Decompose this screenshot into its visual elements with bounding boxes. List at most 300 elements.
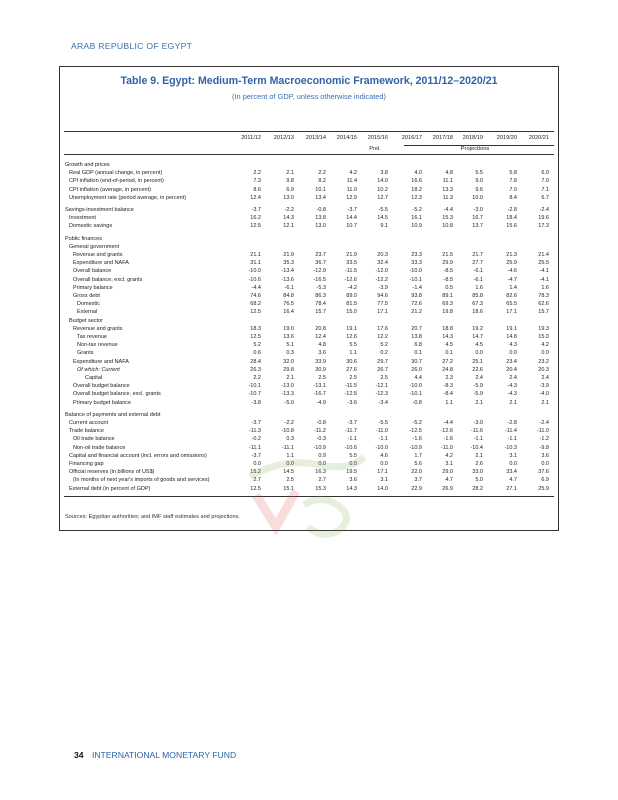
row-value: 5.1 <box>286 342 294 349</box>
column-header: 2017/18 <box>432 135 453 141</box>
row-value: 4.5 <box>475 342 483 349</box>
row-value: 2.1 <box>286 170 294 177</box>
row-value: 18.3 <box>250 325 261 332</box>
row-value: -1.4 <box>412 284 422 291</box>
row-value: -4.3 <box>507 383 517 390</box>
row-value: 19.8 <box>442 309 453 316</box>
row-value: 9.8 <box>286 178 294 185</box>
row-value: 21.4 <box>538 252 549 258</box>
row-value: 27.1 <box>506 485 517 492</box>
row-value: 30.6 <box>346 358 357 365</box>
row-value: -12.9 <box>313 268 326 275</box>
table-row <box>60 468 558 476</box>
row-value: 78.4 <box>315 301 326 308</box>
row-value: -10.9 <box>313 444 326 451</box>
row-value: 0.0 <box>380 461 388 467</box>
row-value: 5.6 <box>414 461 422 467</box>
row-label: Overall balance, excl. grants <box>73 276 143 283</box>
row-label: Primary budget balance <box>73 399 132 406</box>
row-value: 8.2 <box>318 178 326 185</box>
row-value: 4.4 <box>414 375 422 381</box>
row-value: 32.4 <box>377 260 388 267</box>
row-label: Budget sector <box>69 317 103 324</box>
row-value: 2.1 <box>286 375 294 381</box>
row-label: Primary balance <box>73 284 113 291</box>
row-value: -3.9 <box>378 284 388 291</box>
row-value: 7.1 <box>541 186 549 193</box>
row-value: -1.1 <box>507 436 517 443</box>
row-value: 2.1 <box>541 399 549 406</box>
row-value: 19.5 <box>346 469 357 476</box>
row-value: 13.4 <box>315 194 326 201</box>
row-value: -12.6 <box>344 276 357 283</box>
projections-rule <box>404 145 554 146</box>
row-value: 82.6 <box>506 293 517 299</box>
row-value: 30.7 <box>411 358 422 365</box>
row-label: Investment <box>69 215 96 222</box>
row-label: Unemployment rate (period average, in percent) <box>69 194 187 201</box>
row-value: -12.0 <box>375 268 388 275</box>
row-value: 20.3 <box>538 366 549 373</box>
row-value: -4.4 <box>251 284 261 291</box>
column-header: 2013/14 <box>305 135 326 141</box>
row-value: 0.1 <box>414 350 422 357</box>
row-value: -10.0 <box>375 444 388 451</box>
row-value: 28.2 <box>472 485 483 492</box>
table-row <box>60 276 558 284</box>
row-label: (In months of next year's imports of goods and services) <box>73 477 210 484</box>
table-row <box>60 435 558 443</box>
row-label: Financing gap <box>69 461 104 467</box>
table-row <box>60 186 558 194</box>
row-value: 7.0 <box>509 186 517 193</box>
table-row <box>60 444 558 452</box>
row-value: -4.4 <box>443 420 453 426</box>
row-value: -2.4 <box>539 207 549 213</box>
row-value: 1.7 <box>414 452 422 459</box>
row-value: 16.2 <box>250 215 261 222</box>
row-value: -3.7 <box>347 420 357 426</box>
row-value: 10.7 <box>346 223 357 230</box>
row-label: Domestic <box>77 301 100 308</box>
row-value: 0.1 <box>445 350 453 357</box>
row-value: 0.0 <box>541 350 549 357</box>
row-value: 22.6 <box>472 366 483 373</box>
row-value: -10.0 <box>248 268 261 275</box>
row-value: 2.7 <box>318 477 326 484</box>
row-value: 30.9 <box>315 366 326 373</box>
row-value: 2.4 <box>475 375 483 381</box>
row-value: 14.0 <box>377 178 388 185</box>
row-value: 5.2 <box>253 342 261 349</box>
row-value: 72.6 <box>411 301 422 308</box>
row-value: 33.0 <box>472 469 483 476</box>
row-value: -12.5 <box>344 391 357 398</box>
projections-label: Projections <box>460 146 490 152</box>
row-value: 69.3 <box>442 301 453 308</box>
row-value: 16.3 <box>315 469 326 476</box>
row-value: 22.9 <box>411 485 422 492</box>
row-value: -11.5 <box>344 268 357 275</box>
row-value: 10.8 <box>442 223 453 230</box>
row-value: 1.4 <box>509 284 517 291</box>
table-row <box>60 243 558 251</box>
row-value: 15.7 <box>538 309 549 316</box>
column-header: 2014/15 <box>336 135 357 141</box>
row-value: 0.0 <box>253 461 261 467</box>
row-value: 5.0 <box>475 477 483 484</box>
row-value: 14.3 <box>442 334 453 340</box>
row-value: 15.1 <box>283 485 294 492</box>
row-value: -10.8 <box>281 428 294 435</box>
row-value: 20.4 <box>506 366 517 373</box>
row-value: 16.4 <box>283 309 294 316</box>
row-value: 29.9 <box>442 260 453 267</box>
row-label: External debt (in percent of GDP) <box>69 485 151 492</box>
row-value: -13.0 <box>281 383 294 390</box>
row-value: -10.1 <box>248 383 261 390</box>
row-value: 29.0 <box>442 469 453 476</box>
row-value: -11.5 <box>344 383 357 390</box>
table-row <box>60 235 558 243</box>
row-value: 2.1 <box>475 399 483 406</box>
row-value: -11.6 <box>470 428 483 435</box>
row-value: -3.4 <box>378 399 388 406</box>
row-value: 26.7 <box>377 366 388 373</box>
row-value: -8.3 <box>443 383 453 390</box>
row-value: -5.2 <box>412 207 422 213</box>
row-value: 3.1 <box>380 477 388 484</box>
row-value: 85.8 <box>472 293 483 299</box>
row-label: CPI inflation (average, in percent) <box>69 186 151 193</box>
row-value: -10.1 <box>409 391 422 398</box>
row-value: 21.2 <box>411 309 422 316</box>
row-value: 2.4 <box>541 375 549 381</box>
column-header: 2016/17 <box>401 135 422 141</box>
row-label: Oil trade balance <box>73 436 115 443</box>
row-value: 16.1 <box>411 215 422 222</box>
row-value: 0.0 <box>509 350 517 357</box>
row-value: 7.0 <box>541 178 549 185</box>
table-bottom-rule <box>64 496 554 497</box>
row-label: Capital and financial account (incl. errors and omissions) <box>69 452 207 459</box>
row-value: -12.2 <box>375 276 388 283</box>
row-value: -6.1 <box>473 268 483 275</box>
row-value: 13.7 <box>472 223 483 230</box>
row-label: Non-tax revenue <box>77 342 118 349</box>
row-value: 18.8 <box>442 325 453 332</box>
row-value: 27.7 <box>472 260 483 267</box>
row-value: 32.0 <box>283 358 294 365</box>
row-value: -3.0 <box>473 207 483 213</box>
row-value: 21.5 <box>442 252 453 258</box>
row-value: -3.7 <box>251 207 261 213</box>
row-value: 35.3 <box>283 260 294 267</box>
table-row <box>60 460 558 468</box>
row-label: Domestic savings <box>69 223 113 230</box>
row-value: 10.1 <box>315 186 326 193</box>
row-value: -3.8 <box>251 399 261 406</box>
row-value: -0.8 <box>316 207 326 213</box>
table-row <box>60 358 558 366</box>
row-value: -4.9 <box>316 399 326 406</box>
row-value: 0.3 <box>286 350 294 357</box>
row-value: -10.3 <box>504 444 517 451</box>
row-value: -5.3 <box>316 284 326 291</box>
row-value: 5.8 <box>509 170 517 177</box>
row-value: 2.5 <box>318 375 326 381</box>
row-value: 25.1 <box>472 358 483 365</box>
row-value: 3.1 <box>445 461 453 467</box>
row-value: 23.7 <box>315 252 326 258</box>
row-value: -10.6 <box>344 444 357 451</box>
row-value: 31.1 <box>250 260 261 267</box>
row-label: Overall balance <box>73 268 112 275</box>
row-value: 21.7 <box>472 252 483 258</box>
table-row <box>60 284 558 292</box>
row-label: Balance of payments and external debt <box>65 411 161 418</box>
row-value: 12.4 <box>315 334 326 340</box>
row-value: -3.7 <box>251 420 261 426</box>
row-value: 67.3 <box>472 301 483 308</box>
table-row <box>60 251 558 259</box>
row-value: -1.1 <box>473 436 483 443</box>
row-value: 94.6 <box>377 293 388 299</box>
row-label: Overall budget balance, excl. grants <box>73 391 161 398</box>
row-value: -1.1 <box>347 436 357 443</box>
row-label: Non-oil trade balance <box>73 444 126 451</box>
row-label: Expenditure and NAFA <box>73 260 129 267</box>
row-value: 15.7 <box>315 309 326 316</box>
row-value: 19.0 <box>283 325 294 332</box>
row-value: 23.4 <box>506 358 517 365</box>
row-value: 13.8 <box>411 334 422 340</box>
row-value: 12.5 <box>250 309 261 316</box>
row-value: 23.3 <box>411 252 422 258</box>
row-value: 10.9 <box>411 223 422 230</box>
row-value: 4.6 <box>380 452 388 459</box>
row-value: 33.5 <box>346 260 357 267</box>
row-label: Tax revenue <box>77 334 107 340</box>
row-value: -8.4 <box>443 391 453 398</box>
table-row <box>60 267 558 275</box>
row-value: 3.6 <box>318 350 326 357</box>
row-value: 4.5 <box>445 342 453 349</box>
row-value: 4.8 <box>318 342 326 349</box>
row-value: 13.0 <box>315 223 326 230</box>
table-row <box>60 485 558 493</box>
row-value: 13.3 <box>442 186 453 193</box>
table-row <box>60 325 558 333</box>
row-label: Gross debt <box>73 293 100 299</box>
row-value: 5.5 <box>475 170 483 177</box>
row-value: -4.7 <box>507 276 517 283</box>
row-value: 0.0 <box>349 461 357 467</box>
row-value: 12.2 <box>377 334 388 340</box>
table-row <box>60 349 558 357</box>
table-row <box>60 374 558 382</box>
table-row <box>60 308 558 316</box>
row-value: -11.0 <box>440 444 453 451</box>
row-value: 13.8 <box>315 215 326 222</box>
row-value: 9.1 <box>380 223 388 230</box>
row-value: -4.1 <box>539 276 549 283</box>
row-value: 28.4 <box>250 358 261 365</box>
row-value: 21.9 <box>346 252 357 258</box>
row-value: 16.7 <box>472 215 483 222</box>
row-label: Revenue and grants <box>73 252 123 258</box>
row-value: 3.1 <box>509 452 517 459</box>
row-value: 77.5 <box>377 301 388 308</box>
row-value: 29.8 <box>283 366 294 373</box>
row-value: 4.8 <box>445 170 453 177</box>
row-value: 15.0 <box>346 309 357 316</box>
row-value: 3.7 <box>414 477 422 484</box>
sources-note: Sources: Egyptian authorities; and IMF staff estimates and projections. <box>65 514 240 520</box>
row-value: -11.3 <box>248 428 261 435</box>
row-value: 24.8 <box>442 366 453 373</box>
table-row <box>60 366 558 374</box>
row-value: -2.8 <box>507 207 517 213</box>
row-value: 16.6 <box>411 178 422 185</box>
row-label: Of which: Current <box>77 366 120 373</box>
row-value: 2.2 <box>253 170 261 177</box>
row-value: -10.4 <box>470 444 483 451</box>
row-value: -16.5 <box>313 276 326 283</box>
row-value: -12.1 <box>375 383 388 390</box>
row-value: 0.6 <box>253 350 261 357</box>
row-value: 81.5 <box>346 301 357 308</box>
row-value: 93.8 <box>411 293 422 299</box>
row-label: Public finances <box>65 235 102 242</box>
row-value: 2.1 <box>475 452 483 459</box>
row-value: 2.5 <box>380 375 388 381</box>
row-label: External <box>77 309 98 316</box>
row-value: -2.4 <box>539 420 549 426</box>
row-value: 5.5 <box>349 452 357 459</box>
row-value: 25.5 <box>538 260 549 267</box>
row-value: -13.4 <box>281 268 294 275</box>
row-value: -11.7 <box>344 428 357 435</box>
table-row <box>60 399 558 407</box>
row-value: 17.1 <box>377 309 388 316</box>
row-value: 1.1 <box>286 452 294 459</box>
row-value: -1.6 <box>412 436 422 443</box>
row-label: CPI inflation (end-of-period, in percent) <box>69 178 164 185</box>
row-value: -11.1 <box>248 444 261 451</box>
table-row <box>60 194 558 202</box>
row-value: -11.0 <box>375 428 388 435</box>
row-value: 84.8 <box>283 293 294 299</box>
row-value: 14.5 <box>377 215 388 222</box>
row-value: 27.6 <box>346 366 357 373</box>
row-value: 21.1 <box>250 252 261 258</box>
row-value: 89.0 <box>346 293 357 299</box>
row-value: -10.9 <box>409 444 422 451</box>
row-value: 18.2 <box>411 186 422 193</box>
row-value: -2.8 <box>507 420 517 426</box>
table-row <box>60 452 558 460</box>
row-value: -4.0 <box>539 391 549 398</box>
row-value: -4.3 <box>507 391 517 398</box>
row-value: 11.4 <box>346 178 357 185</box>
row-value: -4.2 <box>347 284 357 291</box>
row-value: -3.9 <box>539 383 549 390</box>
row-value: 4.2 <box>445 452 453 459</box>
row-value: 18.4 <box>506 215 517 222</box>
row-value: 2.2 <box>253 375 261 381</box>
row-value: 7.3 <box>253 178 261 185</box>
footer-org: INTERNATIONAL MONETARY FUND <box>91 750 237 760</box>
row-value: -5.9 <box>473 391 483 398</box>
row-value: -0.2 <box>251 436 261 443</box>
row-value: 14.5 <box>283 469 294 476</box>
row-value: -1.2 <box>539 436 549 443</box>
row-value: -3.0 <box>473 420 483 426</box>
row-value: -11.4 <box>504 428 517 435</box>
page-number: 34 <box>74 750 84 760</box>
row-value: 17.3 <box>538 223 549 230</box>
row-value: -5.2 <box>412 420 422 426</box>
table-row <box>60 259 558 267</box>
row-value: -0.8 <box>316 420 326 426</box>
row-value: 22.0 <box>411 469 422 476</box>
watermark-curl <box>304 499 347 534</box>
row-value: 8.4 <box>509 194 517 201</box>
row-value: 6.9 <box>286 186 294 193</box>
row-value: 78.3 <box>538 293 549 299</box>
row-value: 25.9 <box>538 485 549 492</box>
row-value: 14.7 <box>472 334 483 340</box>
column-header: 2018/19 <box>462 135 483 141</box>
row-label: Grants <box>77 350 94 357</box>
row-value: 14.4 <box>346 215 357 222</box>
row-value: -6.1 <box>473 276 483 283</box>
row-value: 3.6 <box>541 452 549 459</box>
row-value: 0.0 <box>286 461 294 467</box>
row-value: 13.6 <box>283 334 294 340</box>
row-value: 9.0 <box>475 178 483 185</box>
row-value: 4.3 <box>509 342 517 349</box>
table-title: Table 9. Egypt: Medium-Term Macroeconomic Framework, 2011/12–2020/21 <box>120 75 498 87</box>
prel-label: Prel. <box>369 146 381 152</box>
row-value: 15.6 <box>506 223 517 230</box>
row-value: 8.6 <box>253 186 261 193</box>
row-value: -0.8 <box>412 399 422 406</box>
column-header: 2011/12 <box>241 135 261 141</box>
row-value: 17.1 <box>377 469 388 476</box>
row-value: 19.1 <box>506 325 517 332</box>
row-value: -8.5 <box>443 268 453 275</box>
row-value: -12.3 <box>375 391 388 398</box>
row-value: 23.2 <box>538 358 549 365</box>
row-value: 2.4 <box>509 375 517 381</box>
table-row <box>60 177 558 185</box>
row-value: -10.6 <box>248 276 261 283</box>
row-value: 11.1 <box>442 178 453 185</box>
row-value: -12.5 <box>409 428 422 435</box>
row-value: 10.0 <box>472 194 483 201</box>
row-value: 19.2 <box>472 325 483 332</box>
row-value: 0.0 <box>509 461 517 467</box>
row-value: -9.8 <box>539 444 549 451</box>
row-value: 4.2 <box>541 342 549 349</box>
row-value: -2.2 <box>284 207 294 213</box>
row-label: Expenditure and NAFA <box>73 358 129 365</box>
table-row <box>60 317 558 325</box>
table-row <box>60 206 558 214</box>
row-value: 4.0 <box>414 170 422 177</box>
